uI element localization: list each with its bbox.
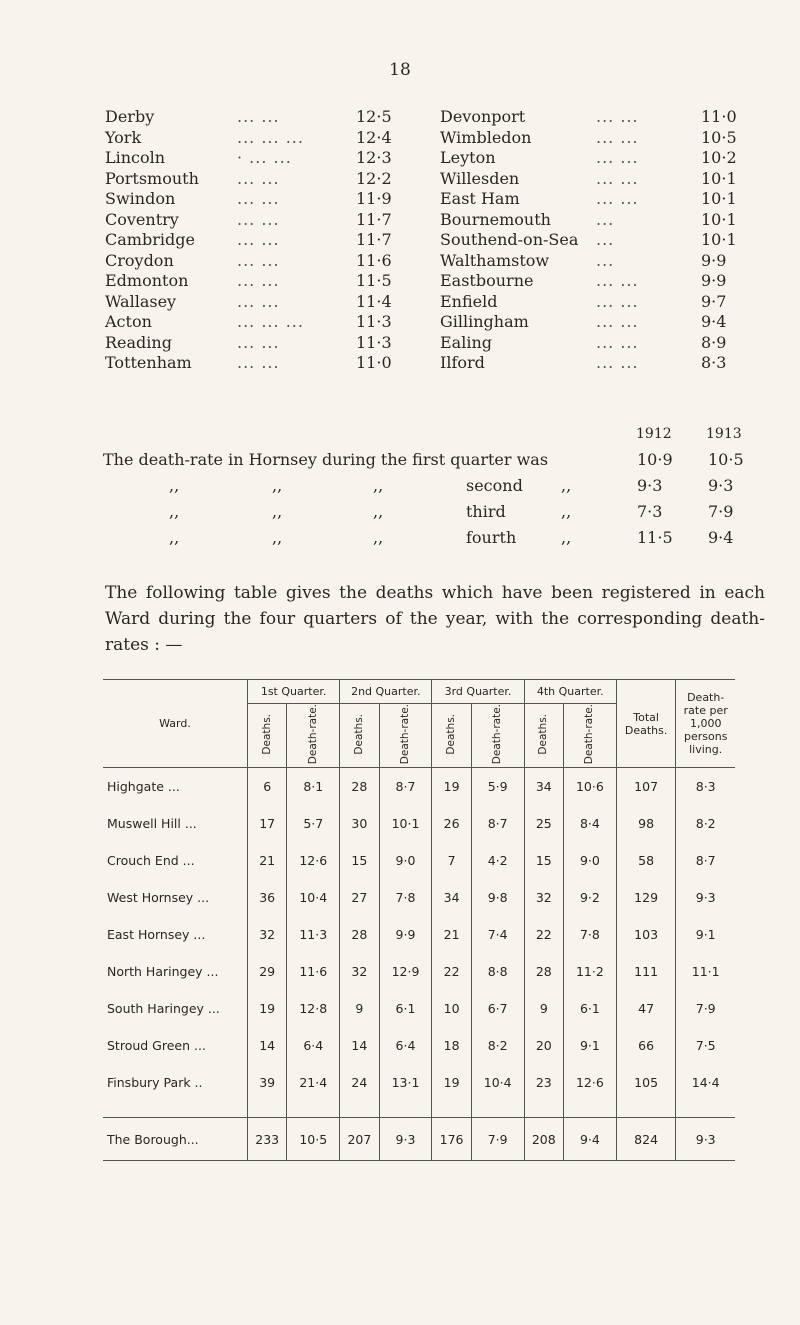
ward-cell-r1: 12·6 (287, 842, 340, 879)
ward-cell-r4: 9·1 (563, 1027, 616, 1064)
separator-cell (524, 1101, 563, 1118)
ditto-mark: ,, (169, 476, 180, 495)
ward-cell-r4: 9·4 (563, 1118, 616, 1161)
ward-cell-d1: 21 (248, 842, 287, 879)
q4-rate-header: Death-rate. (583, 704, 596, 765)
ditto-mark: ,, (561, 476, 572, 495)
ward-cell-total: 66 (616, 1027, 676, 1064)
table-intro-paragraph: The following table gives the deaths which have been registered in each Ward during the four quarters of the year, with the corresponding death-rates : — (105, 583, 765, 655)
leader-dots: ... ... (596, 189, 639, 208)
town-death-rate: 9·7 (701, 291, 727, 311)
ward-cell-rate: 7·9 (695, 1001, 716, 1017)
ward-cell-d4: 34 (524, 768, 563, 806)
ward-cell-r1: 11·6 (287, 953, 340, 990)
separator-cell (471, 1101, 524, 1118)
town-name: Reading (105, 332, 172, 352)
leader-dots: ... ... (237, 250, 280, 270)
town-name: Willesden (440, 168, 520, 188)
ward-cell-r3: 6·7 (471, 990, 524, 1027)
ward-cell-r1: 12·8 (287, 990, 340, 1027)
separator-cell (103, 1101, 248, 1118)
leader-dots: ... ... (237, 230, 280, 249)
leader-dots: ... (596, 209, 615, 229)
ward-cell-total: 47 (616, 990, 676, 1027)
ditto-mark: ,, (373, 502, 384, 521)
ward-cell-rate: 14·4 (691, 1075, 720, 1091)
ward-cell-d4: 20 (524, 1027, 563, 1064)
town-name: Coventry (105, 209, 179, 229)
ward-cell-r3: 10·4 (471, 1064, 524, 1101)
ward-cell-total: 58 (616, 842, 676, 879)
quarter-name: third (466, 502, 506, 521)
table-row (103, 916, 735, 953)
town-death-rate: 12·5 (356, 107, 392, 126)
ward-cell-r4: 9·0 (563, 842, 616, 879)
ward-cell-d4: 23 (524, 1064, 563, 1101)
ward-name: South Haringey ... (103, 990, 248, 1027)
leader-dots: ... ... (237, 353, 280, 372)
rate-1913: 9·4 (708, 528, 734, 547)
q3-rate-header: Death-rate. (491, 704, 504, 765)
ward-cell-r1: 6·4 (287, 1027, 340, 1064)
ward-cell-d2: 14 (340, 1027, 379, 1064)
town-death-rate: 11·7 (356, 230, 392, 249)
ditto-mark: ,, (169, 528, 180, 547)
ward-name: East Hornsey ... (103, 916, 248, 953)
ward-cell-r1: 21·4 (287, 1064, 340, 1101)
ward-cell-r2: 8·7 (379, 768, 432, 806)
ward-cell-r4: 7·8 (563, 916, 616, 953)
quarter-name: second (466, 476, 523, 495)
ward-cell-d4: 28 (524, 953, 563, 990)
town-name: Swindon (105, 189, 176, 208)
rate-1913: 9·3 (708, 476, 734, 495)
ward-cell-d2: 28 (340, 768, 379, 806)
leader-dots: ... ... (237, 271, 280, 290)
town-death-rate: 11·7 (356, 209, 392, 229)
town-death-rate: 9·4 (701, 312, 727, 331)
ward-cell-total: 107 (616, 768, 676, 806)
town-death-rate: 12·4 (356, 127, 392, 147)
ward-cell-r3: 7·4 (471, 916, 524, 953)
town-name: York (105, 127, 142, 147)
town-name: Southend-on-Sea (440, 230, 579, 249)
ward-cell-total: 824 (616, 1118, 676, 1161)
ward-cell-r2: 7·8 (379, 879, 432, 916)
page-number: 18 (389, 60, 411, 80)
ward-cell-r1: 10·4 (287, 879, 340, 916)
leader-dots: ... ... (596, 107, 639, 126)
ward-cell-d3: 19 (432, 1064, 471, 1101)
ward-cell-r4: 11·2 (563, 953, 616, 990)
leader-dots: · ... ... (237, 148, 292, 167)
ward-cell-d3: 10 (432, 990, 471, 1027)
ward-cell-r1: 11·3 (287, 916, 340, 953)
ward-name: North Haringey ... (103, 953, 248, 990)
rate-1912: 9·3 (637, 476, 663, 495)
ward-cell-d3: 21 (432, 916, 471, 953)
ward-cell-d4: 25 (524, 805, 563, 842)
ward-cell-d4: 22 (524, 916, 563, 953)
ward-cell-d1: 233 (248, 1118, 287, 1161)
town-name: Edmonton (105, 271, 189, 290)
table-row (103, 805, 735, 842)
leader-dots: ... (596, 230, 615, 249)
town-death-rate: 11·3 (356, 332, 392, 352)
ward-cell-d3: 26 (432, 805, 471, 842)
ward-cell-d3: 7 (432, 842, 471, 879)
ward-cell-r2: 10·1 (379, 805, 432, 842)
ward-name: Crouch End ... (103, 842, 248, 879)
ward-cell-d4: 9 (524, 990, 563, 1027)
ditto-mark: ,, (169, 502, 180, 521)
ward-column-header: Ward. (103, 680, 248, 768)
leader-dots: ... ... (237, 168, 280, 188)
ward-cell-d2: 15 (340, 842, 379, 879)
town-name: Wallasey (105, 291, 177, 311)
ward-cell-d4: 32 (524, 879, 563, 916)
q1-deaths-header: Deaths. (260, 713, 273, 755)
town-death-rate: 9·9 (701, 250, 727, 270)
ward-cell-d1: 19 (248, 990, 287, 1027)
separator-cell (379, 1101, 432, 1118)
town-name: Devonport (440, 107, 526, 126)
ward-cell-r3: 9·8 (471, 879, 524, 916)
town-name: Derby (105, 107, 155, 126)
ward-cell-r3: 8·7 (471, 805, 524, 842)
town-death-rate: 11·4 (356, 291, 392, 311)
town-name: Eastbourne (440, 271, 534, 290)
rate-1912: 11·5 (637, 528, 673, 547)
q3-deaths-header: Deaths. (445, 713, 458, 755)
town-death-rate: 12·3 (356, 148, 392, 167)
leader-dots: ... ... (237, 189, 280, 208)
town-death-rate: 11·0 (701, 107, 737, 126)
q2-rate-header: Death-rate. (398, 704, 411, 765)
town-death-rate: 11·0 (356, 353, 392, 372)
ward-name: Stroud Green ... (103, 1027, 248, 1064)
leader-dots: ... ... (237, 291, 280, 311)
separator-cell (563, 1101, 616, 1118)
leader-dots: ... ... (237, 332, 280, 352)
ditto-mark: ,, (272, 528, 283, 547)
ward-cell-rate: 8·7 (695, 853, 716, 869)
ward-cell-r4: 10·6 (563, 768, 616, 806)
town-name: Cambridge (105, 230, 195, 249)
ward-cell-total: 111 (616, 953, 676, 990)
town-death-rate: 10·1 (701, 209, 737, 229)
quarter-name: fourth (466, 528, 517, 547)
ward-cell-d4: 208 (524, 1118, 563, 1161)
ward-cell-rate: 11·1 (691, 964, 720, 980)
rate-1913: 7·9 (708, 502, 734, 521)
ditto-mark: ,, (272, 476, 283, 495)
town-name: Walthamstow (440, 250, 550, 270)
quarterly-lead-text: The death-rate in Hornsey during the first quarter was (103, 450, 549, 469)
leader-dots: ... ... (596, 332, 639, 352)
ward-cell-d3: 34 (432, 879, 471, 916)
ward-cell-r3: 5·9 (471, 768, 524, 806)
ward-cell-d1: 32 (248, 916, 287, 953)
ward-cell-r2: 6·1 (379, 990, 432, 1027)
separator-cell (432, 1101, 471, 1118)
town-death-rate: 10·5 (701, 127, 737, 147)
town-name: Croydon (105, 250, 174, 270)
ward-cell-rate: 7·5 (695, 1038, 716, 1054)
ward-cell-d2: 30 (340, 805, 379, 842)
separator-cell (616, 1101, 676, 1118)
table-row (103, 768, 735, 806)
town-death-rate: 8·9 (701, 332, 727, 352)
ward-cell-r4: 8·4 (563, 805, 616, 842)
ward-cell-r2: 12·9 (379, 953, 432, 990)
separator-cell (676, 1101, 735, 1118)
ditto-mark: ,, (561, 502, 572, 521)
leader-dots: ... ... (596, 291, 639, 311)
ward-cell-r1: 5·7 (287, 805, 340, 842)
leader-dots: ... ... (596, 168, 639, 188)
town-death-rate: 9·9 (701, 271, 727, 290)
town-death-rate: 10·1 (701, 189, 737, 208)
ward-name: West Hornsey ... (103, 879, 248, 916)
ward-cell-d2: 24 (340, 1064, 379, 1101)
separator-cell (340, 1101, 379, 1118)
ward-cell-r2: 9·0 (379, 842, 432, 879)
town-death-rate: 8·3 (701, 353, 727, 372)
ward-cell-r2: 13·1 (379, 1064, 432, 1101)
ward-cell-d3: 19 (432, 768, 471, 806)
town-death-rate: 10·1 (701, 230, 737, 249)
ward-cell-rate: 9·3 (676, 1118, 735, 1161)
rate-1912: 7·3 (637, 502, 663, 521)
ward-cell-d1: 39 (248, 1064, 287, 1101)
ward-cell-r2: 6·4 (379, 1027, 432, 1064)
q1-rate-header: Death-rate. (306, 704, 319, 765)
leader-dots: ... ... (596, 148, 639, 167)
town-name: Gillingham (440, 312, 529, 331)
ward-cell-rate: 9·3 (695, 890, 716, 906)
ward-cell-r4: 9·2 (563, 879, 616, 916)
table-row (103, 953, 735, 990)
town-name: Portsmouth (105, 168, 199, 188)
ward-cell-r3: 7·9 (471, 1118, 524, 1161)
rate-1912: 10·9 (637, 450, 673, 469)
year-1913-heading: 1913 (706, 426, 742, 442)
ward-cell-r3: 8·2 (471, 1027, 524, 1064)
town-death-rate: 10·1 (701, 168, 737, 188)
q4-header: 4th Quarter. (524, 680, 616, 704)
town-death-rate: 11·5 (356, 271, 392, 290)
town-name: East Ham (440, 189, 520, 208)
town-death-rate: 11·9 (356, 189, 392, 208)
leader-dots: ... ... ... (237, 127, 304, 147)
ward-cell-d1: 17 (248, 805, 287, 842)
q1-header: 1st Quarter. (248, 680, 340, 704)
ward-cell-d2: 32 (340, 953, 379, 990)
town-death-rate: 10·2 (701, 148, 737, 167)
leader-dots: ... ... ... (237, 312, 304, 331)
ward-cell-r4: 6·1 (563, 990, 616, 1027)
q3-header: 3rd Quarter. (432, 680, 524, 704)
ward-cell-r2: 9·9 (379, 916, 432, 953)
ward-name: The Borough... (103, 1118, 248, 1161)
town-name: Wimbledon (440, 127, 532, 147)
ward-cell-total: 98 (616, 805, 676, 842)
separator-cell (248, 1101, 287, 1118)
ward-name: Finsbury Park .. (103, 1064, 248, 1101)
table-row (103, 1027, 735, 1064)
ward-cell-d1: 6 (248, 768, 287, 806)
separator-row (103, 1101, 735, 1118)
ward-cell-total: 129 (616, 879, 676, 916)
town-death-rate: 11·3 (356, 312, 392, 331)
ward-cell-r3: 4·2 (471, 842, 524, 879)
ditto-mark: ,, (561, 528, 572, 547)
ward-cell-total: 105 (616, 1064, 676, 1101)
leader-dots: ... ... (596, 312, 639, 331)
ward-deaths-table (103, 679, 735, 1161)
ward-cell-d2: 27 (340, 879, 379, 916)
rate-per-thousand-header: Death-rate per 1,000 persons living. (676, 680, 735, 768)
ward-cell-r1: 10·5 (287, 1118, 340, 1161)
town-name: Tottenham (105, 353, 192, 372)
town-name: Enfield (440, 291, 498, 311)
ward-cell-r2: 9·3 (379, 1118, 432, 1161)
leader-dots: ... ... (596, 127, 639, 147)
ward-cell-rate: 8·2 (695, 816, 716, 832)
ward-cell-d3: 22 (432, 953, 471, 990)
leader-dots: ... ... (237, 209, 280, 229)
ward-cell-total: 103 (616, 916, 676, 953)
town-name: Bournemouth (440, 209, 551, 229)
table-row (103, 1064, 735, 1101)
ward-cell-rate: 8·3 (695, 779, 716, 795)
town-death-rate: 11·6 (356, 250, 392, 270)
ward-cell-d4: 15 (524, 842, 563, 879)
ward-cell-d3: 176 (432, 1118, 471, 1161)
q4-deaths-header: Deaths. (537, 713, 550, 755)
ward-name: Muswell Hill ... (103, 805, 248, 842)
ditto-mark: ,, (272, 502, 283, 521)
leader-dots: ... ... (237, 107, 280, 126)
total-deaths-header: Total Deaths. (616, 680, 676, 768)
ditto-mark: ,, (373, 476, 384, 495)
ward-cell-d2: 207 (340, 1118, 379, 1161)
ward-cell-d3: 18 (432, 1027, 471, 1064)
separator-cell (287, 1101, 340, 1118)
ward-cell-d1: 29 (248, 953, 287, 990)
town-name: Ilford (440, 353, 485, 372)
ward-cell-r1: 8·1 (287, 768, 340, 806)
town-death-rate: 12·2 (356, 168, 392, 188)
ward-cell-d2: 28 (340, 916, 379, 953)
leader-dots: ... ... (596, 353, 639, 372)
town-name: Acton (105, 312, 152, 331)
ward-cell-r3: 8·8 (471, 953, 524, 990)
town-name: Leyton (440, 148, 496, 167)
table-row (103, 879, 735, 916)
q2-deaths-header: Deaths. (352, 713, 365, 755)
leader-dots: ... ... (596, 271, 639, 290)
q2-header: 2nd Quarter. (340, 680, 432, 704)
total-row (103, 1118, 735, 1161)
ward-cell-rate: 9·1 (695, 927, 716, 943)
ward-cell-d1: 14 (248, 1027, 287, 1064)
ward-cell-r4: 12·6 (563, 1064, 616, 1101)
ward-name: Highgate ... (103, 768, 248, 806)
ward-cell-d2: 9 (340, 990, 379, 1027)
rate-1913: 10·5 (708, 450, 744, 469)
table-row (103, 990, 735, 1027)
town-name: Ealing (440, 332, 492, 352)
town-name: Lincoln (105, 148, 166, 167)
table-row (103, 842, 735, 879)
ward-cell-d1: 36 (248, 879, 287, 916)
ditto-mark: ,, (373, 528, 384, 547)
year-1912-heading: 1912 (636, 426, 672, 442)
leader-dots: ... (596, 250, 615, 270)
